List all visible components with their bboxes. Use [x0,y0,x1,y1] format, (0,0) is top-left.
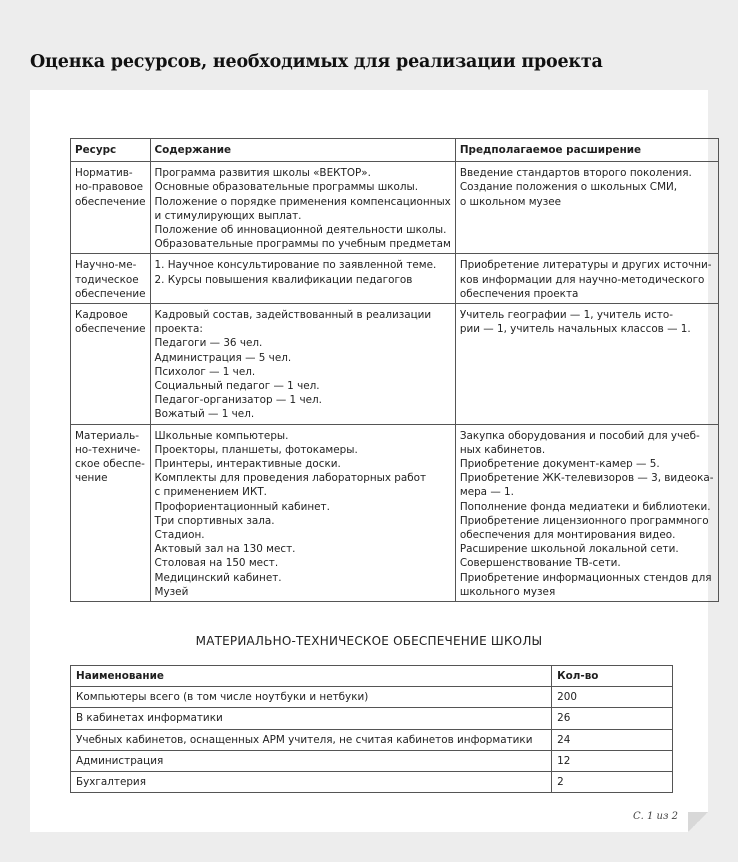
content-cell [150,254,455,304]
text-line: Школьные компьютеры. [154,429,289,442]
expansion-cell [455,254,718,304]
text-line: проекта: [154,323,203,336]
text-line: Профориентационный кабинет. [154,500,330,513]
text-line: Норматив- [75,167,133,180]
text-line: Комплекты для проведения лабораторных работ [154,472,427,485]
text-line: Приобретение лицензионного программного [459,514,709,527]
text-line: Администрация — 5 чел. [154,351,292,364]
text-line: 1. Научное консультирование по заявленной теме. [154,259,437,272]
table-row [71,254,719,304]
text-line: Педагог-организатор — 1 чел. [154,394,322,407]
item-quantity-cell: 24 [552,729,673,750]
expansion-cell [455,304,718,425]
text-line: Психолог — 1 чел. [154,365,256,378]
text-line: Закупка оборудования и пособий для учеб- [459,429,700,442]
text-line: о школьном музее [459,195,562,208]
table-row [71,687,673,708]
text-line: Совершенствование ТВ-сети. [459,557,621,570]
text-line: с применением ИКТ. [154,486,267,499]
text-line: Положение об инновационной деятельности школы. [154,224,447,237]
text-line: Введение стандартов второго поколения. [459,167,692,180]
table-row [71,729,673,750]
resource-cell [71,304,151,425]
text-line: Положение о порядке применения компенсационных [154,195,451,208]
text-line: Учитель географии — 1, учитель исто- [459,309,674,322]
text-line: обеспечения проекта [459,287,579,300]
item-quantity-cell: 12 [552,750,673,771]
text-line: обеспечения для монтирования видео. [459,529,676,542]
text-line: чение [75,472,108,485]
text-line: Принтеры, интерактивные доски. [154,458,341,471]
column-header-name: Наименование [71,666,552,687]
text-line: ское обеспе- [75,458,145,471]
column-header-quantity: Кол-во [552,666,673,687]
text-line: Кадровое [75,309,128,322]
text-line: обеспечение [75,323,146,336]
text-line: Расширение школьной локальной сети. [459,543,679,556]
column-header-content: Содержание [150,139,455,162]
text-line: мера — 1. [459,486,514,499]
text-line: Социальный педагог — 1 чел. [154,380,320,393]
text-line: Столовая на 150 мест. [154,557,279,570]
text-line: Научно-ме- [75,259,137,272]
equipment-table [70,665,673,793]
text-line: 2. Курсы повышения квалификации педагогов [154,273,413,286]
text-line: но-техниче- [75,443,141,456]
text-line: Вожатый — 1 чел. [154,408,255,421]
table-row [71,424,719,601]
text-line: обеспечение [75,195,146,208]
resource-cell [71,424,151,601]
text-line: Проекторы, планшеты, фотокамеры. [154,443,358,456]
expansion-cell [455,162,718,254]
equipment-section-title: МАТЕРИАЛЬНО-ТЕХНИЧЕСКОЕ ОБЕСПЕЧЕНИЕ ШКОЛЫ [195,634,543,648]
item-quantity-cell: 200 [552,687,673,708]
column-header-resource: Ресурс [71,139,151,162]
item-quantity-cell: 26 [552,708,673,729]
text-line: Приобретение ЖК-телевизоров — 3, видеока- [459,472,714,485]
resource-cell [71,254,151,304]
resource-cell [71,162,151,254]
text-line: но-правовое [75,181,144,194]
item-name-cell: Администрация [71,750,552,771]
table-row [71,772,673,793]
table-header-row [71,666,673,687]
text-line: Приобретение документ-камер — 5. [459,458,660,471]
text-line: Материаль- [75,429,140,442]
content-cell [150,424,455,601]
text-line: ных кабинетов. [459,443,546,456]
content-cell [150,162,455,254]
text-line: обеспечение [75,287,146,300]
item-name-cell: Бухгалтерия [71,772,552,793]
page-number: С. 1 из 2 [633,811,678,822]
text-line: Актовый зал на 130 мест. [154,543,296,556]
expansion-cell [455,424,718,601]
page-curl-corner [688,812,708,832]
text-line: школьного музея [459,585,556,598]
text-line: Медицинский кабинет. [154,571,282,584]
text-line: Стадион. [154,529,205,542]
text-line: рии — 1, учитель начальных классов — 1. [459,323,691,336]
document-page [30,90,714,832]
content-cell [150,304,455,425]
column-header-expansion: Предполагаемое расширение [455,139,718,162]
resource-table [70,138,719,602]
table-header-row [71,139,719,162]
table-row [71,162,719,254]
item-quantity-cell: 2 [552,772,673,793]
text-line: Приобретение литературы и других источни- [459,259,712,272]
text-line: Три спортивных зала. [154,514,275,527]
text-line: Приобретение информационных стендов для [459,571,712,584]
table-row [71,304,719,425]
text-line: ков информации для научно-методического [459,273,705,286]
text-line: Пополнение фонда медиатеки и библиотеки. [459,500,711,513]
table-row [71,708,673,729]
text-line: Создание положения о школьных СМИ, [459,181,678,194]
page-title: Оценка ресурсов, необходимых для реализации проекта [30,52,603,72]
text-line: Образовательные программы по учебным предметам [154,238,451,251]
text-line: Кадровый состав, задействованный в реализации [154,309,432,322]
text-line: Основные образовательные программы школы. [154,181,419,194]
item-name-cell: В кабинетах информатики [71,708,552,729]
item-name-cell: Учебных кабинетов, оснащенных АРМ учителя, не считая кабинетов информатики [71,729,552,750]
text-line: и стимулирующих выплат. [154,209,302,222]
table-row [71,750,673,771]
text-line: Музей [154,585,189,598]
text-line: Педагоги — 36 чел. [154,337,263,350]
text-line: тодическое [75,273,139,286]
item-name-cell: Компьютеры всего (в том числе ноутбуки и нетбуки) [71,687,552,708]
text-line: Программа развития школы «ВЕКТОР». [154,167,371,180]
